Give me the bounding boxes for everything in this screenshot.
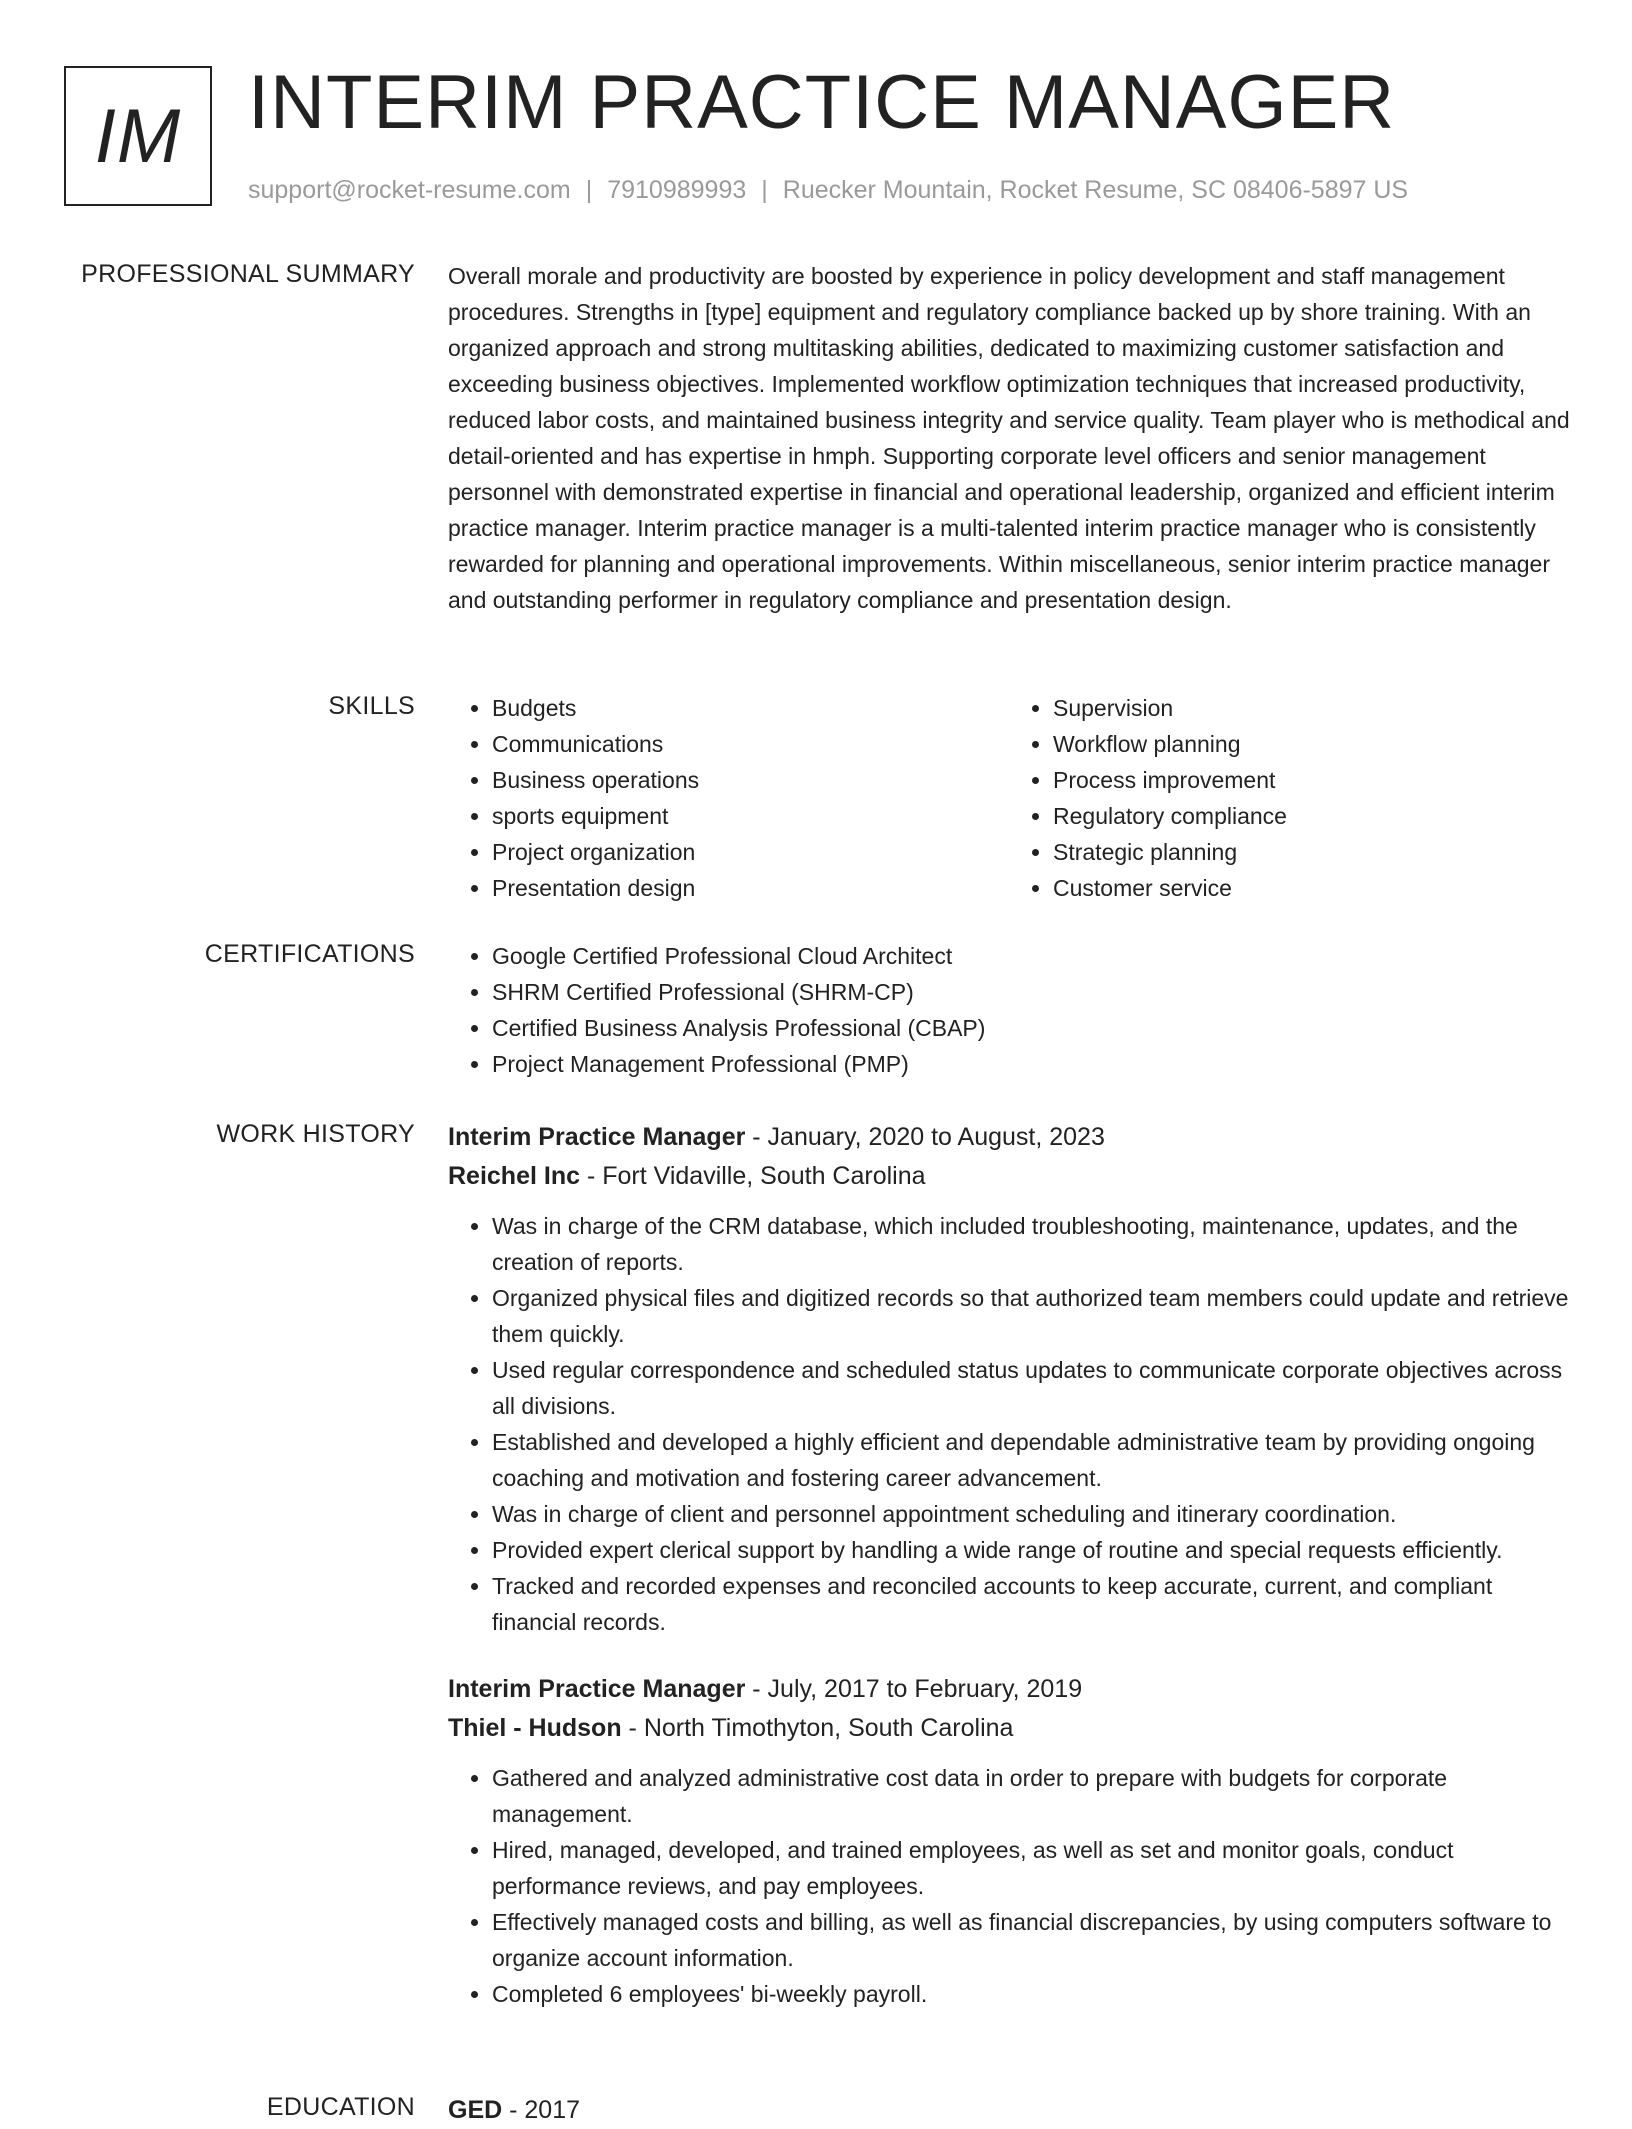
job-bullet: • Completed 6 employees' bi-weekly payroll. (492, 1976, 1570, 2012)
job-bullet: • Provided expert clerical support by handling a wide range of routine and special requests efficiently. (492, 1532, 1570, 1568)
contact-phone: 7910989993 (607, 176, 747, 204)
job-bullets (448, 1208, 1570, 1640)
summary-heading: PROFESSIONAL SUMMARY (81, 260, 415, 288)
job-company: Reichel Inc (448, 1162, 580, 1190)
contact-separator: | (585, 176, 593, 204)
skill-item: • Presentation design (492, 870, 1009, 906)
skill-item: • Communications (492, 726, 1009, 762)
job-bullet: • Gathered and analyzed administrative cost data in order to prepare with budgets for corporate management. (492, 1760, 1570, 1832)
skill-item: • Strategic planning (1053, 834, 1570, 870)
job-bullet: • Used regular correspondence and scheduled status updates to communicate corporate objectives across all divisions. (492, 1352, 1570, 1424)
job-bullet: • Tracked and recorded expenses and reconciled accounts to keep accurate, current, and compliant financial records. (492, 1568, 1570, 1640)
job-entry (448, 1118, 1570, 1640)
job-title-line (448, 1118, 1570, 1156)
page-title: INTERIM PRACTICE MANAGER (248, 60, 1396, 145)
education-line (448, 2091, 1570, 2129)
work-history-content (448, 1118, 1570, 2012)
job-location: - North Timothyton, South Carolina (621, 1714, 1014, 1742)
job-bullet: • Was in charge of client and personnel appointment scheduling and itinerary coordination. (492, 1496, 1570, 1532)
certification-item: • Certified Business Analysis Professional (CBAP) (492, 1010, 1570, 1046)
education-degree: GED (448, 2096, 503, 2124)
job-company: Thiel - Hudson (448, 1714, 622, 1742)
job-title-line (448, 1670, 1570, 1708)
skill-item: • Project organization (492, 834, 1009, 870)
skill-item: • Process improvement (1053, 762, 1570, 798)
job-dates: - July, 2017 to February, 2019 (745, 1675, 1083, 1703)
contact-address: Ruecker Mountain, Rocket Resume, SC 08406-5897 US (782, 176, 1409, 204)
job-bullet: • Established and developed a highly efficient and dependable administrative team by providing ongoing coaching and motivation and fostering career advancement. (492, 1424, 1570, 1496)
job-dates: - January, 2020 to August, 2023 (745, 1123, 1105, 1151)
job-bullet: • Hired, managed, developed, and trained employees, as well as set and monitor goals, conduct performance reviews, and pay employees. (492, 1832, 1570, 1904)
job-bullets (448, 1760, 1570, 2012)
skill-item: • Regulatory compliance (1053, 798, 1570, 834)
skills-heading: SKILLS (328, 692, 415, 720)
skills-list-left (448, 690, 1009, 906)
education-content (448, 2091, 1570, 2129)
skill-item: • Customer service (1053, 870, 1570, 906)
work-history-heading: WORK HISTORY (216, 1120, 415, 1148)
skill-item: • sports equipment (492, 798, 1009, 834)
summary-content (448, 258, 1570, 618)
contact-email: support@rocket-resume.com (248, 176, 571, 204)
skill-item: • Workflow planning (1053, 726, 1570, 762)
summary-text: Overall morale and productivity are boosted by experience in policy development and staff management procedures. Strengths in [type] equipment and regulatory compliance backed up by shore training. With an organized approach and strong multitasking abilities, dedicated to maximizing customer satisfaction and exceeding business objectives. Implemented workflow optimization techniques that increased productivity, reduced labor costs, and maintained business integrity and service quality. Team player who is methodical and detail-oriented and has expertise in hmph. Supporting corporate level officers and senior management personnel with demonstrated expertise in financial and operational leadership, organized and efficient interim practice manager. Interim practice manager is a multi-talented interim practice manager who is consistently rewarded for planning and operational improvements. Within miscellaneous, senior interim practice manager and outstanding performer in regulatory compliance and presentation design. (448, 263, 1570, 613)
skill-item: • Business operations (492, 762, 1009, 798)
certifications-heading: CERTIFICATIONS (204, 940, 415, 968)
certifications-list (448, 938, 1570, 1082)
certification-item: • Google Certified Professional Cloud Architect (492, 938, 1570, 974)
certification-item: • Project Management Professional (PMP) (492, 1046, 1570, 1082)
skills-columns (448, 690, 1570, 906)
monogram-text: IM (94, 93, 182, 179)
certification-item: • SHRM Certified Professional (SHRM-CP) (492, 974, 1570, 1010)
monogram-box (64, 66, 212, 206)
job-company-line (448, 1708, 1570, 1748)
job-bullet: • Was in charge of the CRM database, which included troubleshooting, maintenance, updates, and the creation of reports. (492, 1208, 1570, 1280)
job-company-line (448, 1156, 1570, 1196)
education-year: - 2017 (502, 2096, 581, 2124)
job-bullet: • Effectively managed costs and billing, as well as financial discrepancies, by using computers software to organize account information. (492, 1904, 1570, 1976)
job-bullet: • Organized physical files and digitized records so that authorized team members could update and retrieve them quickly. (492, 1280, 1570, 1352)
job-location: - Fort Vidaville, South Carolina (580, 1162, 926, 1190)
certifications-content (448, 938, 1570, 1082)
skills-list-right (1009, 690, 1570, 906)
job-title: Interim Practice Manager (448, 1675, 746, 1703)
skill-item: • Supervision (1053, 690, 1570, 726)
contact-line (248, 176, 1408, 205)
job-entry (448, 1670, 1570, 2012)
contact-separator: | (761, 176, 768, 204)
job-title: Interim Practice Manager (448, 1123, 746, 1151)
education-heading: EDUCATION (266, 2093, 415, 2121)
skill-item: • Budgets (492, 690, 1009, 726)
